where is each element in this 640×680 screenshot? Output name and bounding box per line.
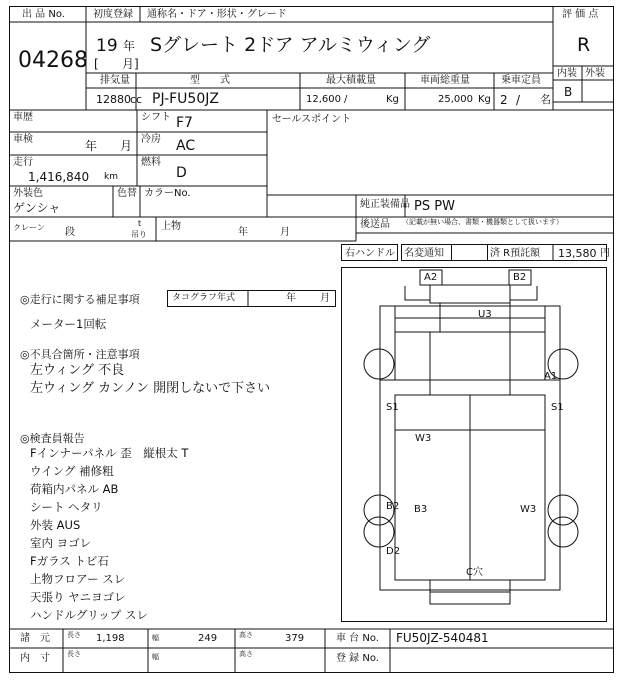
- equipment-label: 純正装備品: [360, 199, 410, 210]
- registration-year-unit: 年: [123, 39, 136, 53]
- inspection-year-unit: 年: [85, 139, 98, 153]
- registration-number-label: 登 録 No.: [336, 653, 379, 664]
- height-label: 高さ: [239, 631, 253, 639]
- mileage-value: 1,416,840: [28, 170, 90, 184]
- max-load-value: 12,600: [306, 94, 341, 105]
- dimensions-label: 諸 元: [20, 633, 50, 644]
- retrofit-note: （記載が無い場合、書類・機器類として扱います）: [402, 218, 563, 226]
- aircon-label: 冷房: [141, 134, 161, 145]
- fuel-value: D: [176, 165, 187, 181]
- interior-grade-label: 内装: [557, 68, 577, 79]
- inspector-item: ハンドルグリップ スレ: [30, 608, 148, 622]
- max-load-separator: /: [344, 94, 348, 105]
- registration-year: 19: [96, 36, 118, 56]
- gross-weight-label: 車両総重量: [420, 75, 470, 86]
- width-value: 249: [198, 633, 218, 644]
- shift-value: F7: [176, 115, 193, 131]
- lot-label: 出 品 No.: [22, 9, 65, 20]
- inspector-heading: ◎検査員報告: [20, 432, 85, 445]
- recycle-label: 済 R預託額: [490, 248, 541, 259]
- defect-item: 左ウィング 不良: [30, 363, 125, 378]
- capacity-separator: /: [516, 93, 521, 107]
- steering-value: 右ハンドル: [345, 248, 395, 259]
- inspector-item: 外装 AUS: [30, 518, 81, 532]
- fuel-label: 燃料: [141, 157, 161, 168]
- model-code-label: 型 式: [190, 75, 230, 86]
- length-label: 長さ: [67, 631, 81, 639]
- defects-heading: ◎不具合箇所・注意事項: [20, 348, 140, 361]
- diagram-mark-b2-rear: B2: [386, 501, 400, 512]
- max-load-unit: Kg: [386, 94, 399, 105]
- shift-label: シフト: [141, 112, 171, 123]
- inspector-item: 荷箱内パネル AB: [30, 482, 119, 496]
- model-code: PJ-FU50JZ: [152, 91, 219, 107]
- length-value: 1,198: [96, 633, 125, 644]
- width-label: 幅: [152, 634, 159, 642]
- sales-point-label: セールスポイント: [272, 114, 352, 125]
- interior-dimensions-label: 内 寸: [20, 653, 50, 664]
- diagram-mark-a1: A1: [544, 371, 558, 382]
- defect-item: 左ウィング カンノン 開閉しないで下さい: [30, 381, 271, 396]
- max-load-label: 最大積載量: [326, 75, 376, 86]
- height-value: 379: [285, 633, 305, 644]
- recycle-unit: 円: [600, 248, 610, 259]
- gross-weight-unit: Kg: [478, 94, 491, 105]
- model-name-label: 通称名・ドア・形状・グレード: [147, 9, 287, 20]
- first-registration-label: 初度登録: [93, 9, 133, 20]
- interior-height-label: 高さ: [239, 650, 253, 658]
- gross-weight-value: 25,000: [438, 94, 473, 105]
- interior-length-label: 長さ: [67, 650, 81, 658]
- overall-rating: R: [577, 34, 591, 56]
- upper-body-label: 上物: [161, 221, 181, 232]
- crane-ton-unit: t: [138, 219, 142, 228]
- chassis-number: FU50JZ-540481: [396, 631, 489, 645]
- interior-grade: B: [564, 85, 573, 99]
- inspection-label: 車検: [13, 134, 33, 145]
- diagram-mark-d2: D2: [386, 546, 401, 557]
- interior-width-label: 幅: [152, 653, 159, 661]
- inspector-item: Fガラス トビ石: [30, 554, 109, 568]
- displacement-value: 12880: [96, 93, 131, 106]
- inspector-item: 上物フロアー スレ: [30, 572, 126, 586]
- crane-hang-unit: 吊り: [131, 230, 147, 239]
- inspector-item: Fインナーパネル 歪 縦根太 T: [30, 446, 189, 460]
- upper-body-year-unit: 年: [238, 227, 248, 238]
- capacity-label: 乗車定員: [501, 75, 541, 86]
- color-change-label: 色替: [117, 188, 137, 199]
- mileage-unit: km: [104, 172, 118, 182]
- diagram-mark-u3: U3: [478, 309, 492, 320]
- diagram-mark-s1-left: S1: [386, 402, 399, 413]
- crane-stage-unit: 段: [65, 227, 75, 238]
- supplement-heading: ◎走行に関する補足事項: [20, 293, 140, 306]
- color-code-label: カラーNo.: [144, 188, 191, 199]
- diagram-mark-w3-upper: W3: [415, 433, 432, 444]
- displacement-unit: cc: [130, 93, 143, 106]
- color-label: 外装色: [13, 188, 43, 199]
- capacity-unit: 名: [540, 93, 551, 106]
- diagram-mark-b2: B2: [513, 272, 527, 283]
- supplement-item: メーター1回転: [30, 317, 107, 331]
- diagram-mark-s1-right: S1: [551, 402, 564, 413]
- inspector-item: 室内 ヨゴレ: [30, 536, 92, 550]
- color-value: ゲンシャ: [13, 201, 61, 215]
- tachograph-label: タコグラフ年式: [172, 293, 236, 303]
- history-label: 車歴: [13, 112, 33, 123]
- name-change-label: 名変通知: [404, 248, 444, 259]
- diagram-mark-c-hole: C穴: [466, 567, 483, 578]
- chassis-label: 車 台 No.: [336, 633, 379, 644]
- exterior-grade-label: 外装: [585, 68, 605, 79]
- model-name: Sグレート 2ドア アルミウィング: [150, 34, 431, 56]
- diagram-mark-a2: A2: [424, 272, 438, 283]
- mileage-label: 走行: [13, 157, 33, 168]
- retrofit-label: 後送品: [360, 219, 390, 230]
- rating-label: 評 価 点: [562, 9, 599, 20]
- aircon-value: AC: [176, 138, 196, 154]
- inspector-item: シート ヘタリ: [30, 500, 103, 514]
- displacement-label: 排気量: [100, 75, 130, 86]
- lot-number: 04268: [18, 48, 88, 73]
- capacity-value: 2: [500, 93, 508, 107]
- inspector-item: ウイング 補修粗: [30, 464, 114, 478]
- registration-month-open: [: [94, 57, 99, 71]
- recycle-amount: 13,580: [558, 247, 597, 260]
- upper-body-month-unit: 月: [280, 227, 290, 238]
- tachograph-year-unit: 年: [286, 293, 296, 304]
- crane-label: クレーン: [13, 223, 45, 232]
- diagram-mark-b3: B3: [414, 504, 428, 515]
- registration-month-unit: 月]: [122, 57, 139, 71]
- inspector-item: 天張り ヤニヨゴレ: [30, 590, 126, 604]
- equipment-value: PS PW: [414, 199, 455, 214]
- inspection-month-unit: 月: [120, 139, 133, 153]
- diagram-mark-w3-lower: W3: [520, 504, 537, 515]
- tachograph-month-unit: 月: [320, 293, 330, 304]
